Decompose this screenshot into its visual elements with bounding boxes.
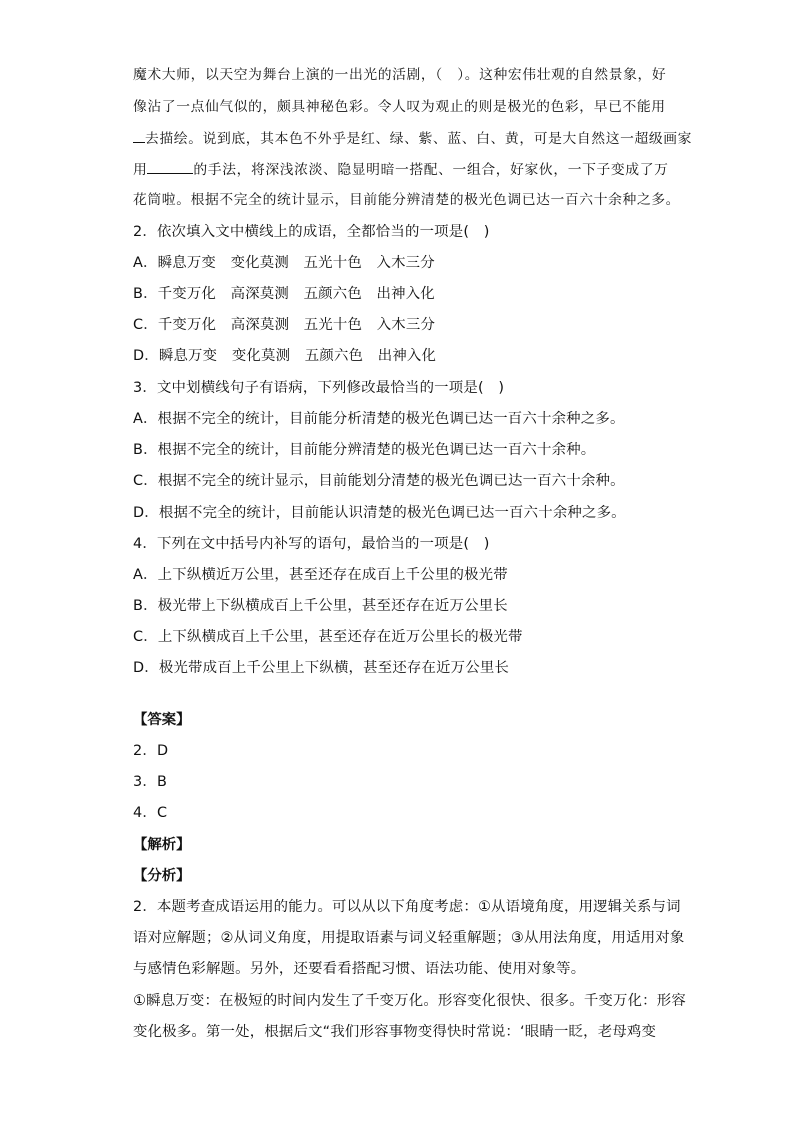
passage-line-4-prefix: 用 — [133, 162, 148, 178]
passage-line-2: 像沾了一点仙气似的，颇具神秘色彩。令人叹为观止的则是极光的色彩，早已不能用 — [133, 99, 666, 115]
answer-item: 2．D — [133, 743, 169, 759]
analysis-header: 【解析】 — [133, 837, 191, 853]
question-3-option-c: C．根据不完全的统计显示，目前能划分清楚的极光色调已达一百六十余种。 — [133, 473, 625, 489]
question-4-option-a: A．上下纵横近万公里，甚至还存在成百上千公里的极光带 — [133, 567, 508, 583]
question-2-option-a: A．瞬息万变 变化莫测 五光十色 入木三分 — [133, 255, 435, 271]
analysis-sub-header: 【分析】 — [133, 868, 191, 884]
question-4-stem: 4．下列在文中括号内补写的语句，最恰当的一项是( ) — [133, 536, 490, 552]
analysis-paragraph-line: 2．本题考查成语运用的能力。可以从以下角度考虑：①从语境角度，用逻辑关系与词 — [133, 899, 681, 915]
passage-line-1: 魔术大师，以天空为舞台上演的一出光的活剧，（ ）。这种宏伟壮观的自然景象，好 — [133, 67, 667, 83]
question-3-stem: 3．文中划横线句子有语病，下列修改最恰当的一项是( ) — [133, 380, 505, 396]
question-4-option-d: D．极光带成百上千公里上下纵横，甚至还存在近万公里长 — [133, 660, 510, 676]
question-3-option-a: A．根据不完全的统计，目前能分析清楚的极光色调已达一百六十余种之多。 — [133, 411, 625, 427]
passage-line-4 — [133, 159, 669, 180]
passage-line-3 — [133, 128, 692, 149]
analysis-paragraph-line: ①瞬息万变：在极短的时间内发生了千变万化。形容变化很快、很多。千变万化：形容 — [133, 993, 686, 1009]
question-4-option-b: B．极光带上下纵横成百上千公里，甚至还存在近万公里长 — [133, 598, 508, 614]
question-2-option-d: D．瞬息万变 变化莫测 五颜六色 出神入化 — [133, 348, 437, 364]
passage-line-4-text: 的手法，将深浅浓淡、隐显明暗一搭配、一组合，好家伙，一下子变成了万 — [193, 162, 669, 178]
fill-blank-1 — [133, 128, 145, 143]
passage-line-3-text: 去描绘。说到底，其本色不外乎是红、绿、紫、蓝、白、黄，可是大自然这一超级画家 — [145, 131, 693, 147]
answer-item: 3．B — [133, 774, 168, 790]
question-2-stem: 2．依次填入文中横线上的成语，全都恰当的一项是( ) — [133, 224, 490, 240]
question-3-option-d: D．根据不完全的统计，目前能认识清楚的极光色调已达一百六十余种之多。 — [133, 505, 626, 521]
fill-blank-2 — [147, 159, 193, 174]
question-2-option-c: C．千变万化 高深莫测 五光十色 入木三分 — [133, 317, 436, 333]
question-3-option-b: B．根据不完全的统计，目前能分辨清楚的极光色调已达一百六十余种。 — [133, 442, 596, 458]
answer-header: 【答案】 — [133, 712, 191, 728]
question-4-option-c: C．上下纵横成百上千公里，甚至还存在近万公里长的极光带 — [133, 629, 523, 645]
analysis-paragraph-line: 语对应解题；②从词义角度，用提取语素与词义轻重解题；③从用法角度，用适用对象 — [133, 930, 685, 946]
analysis-paragraph-line: 与感情色彩解题。另外，还要看看搭配习惯、语法功能、使用对象等。 — [133, 961, 586, 977]
analysis-paragraph-line: 变化极多。第一处，根据后文“我们形容事物变得快时常说：‘眼睛一眨，老母鸡变 — [133, 1024, 657, 1040]
passage-line-5: 花筒啦。根据不完全的统计显示，目前能分辨清楚的极光色调已达一百六十余种之多。 — [133, 192, 681, 208]
answer-item: 4．C — [133, 805, 168, 821]
question-2-option-b: B．千变万化 高深莫测 五颜六色 出神入化 — [133, 286, 435, 302]
